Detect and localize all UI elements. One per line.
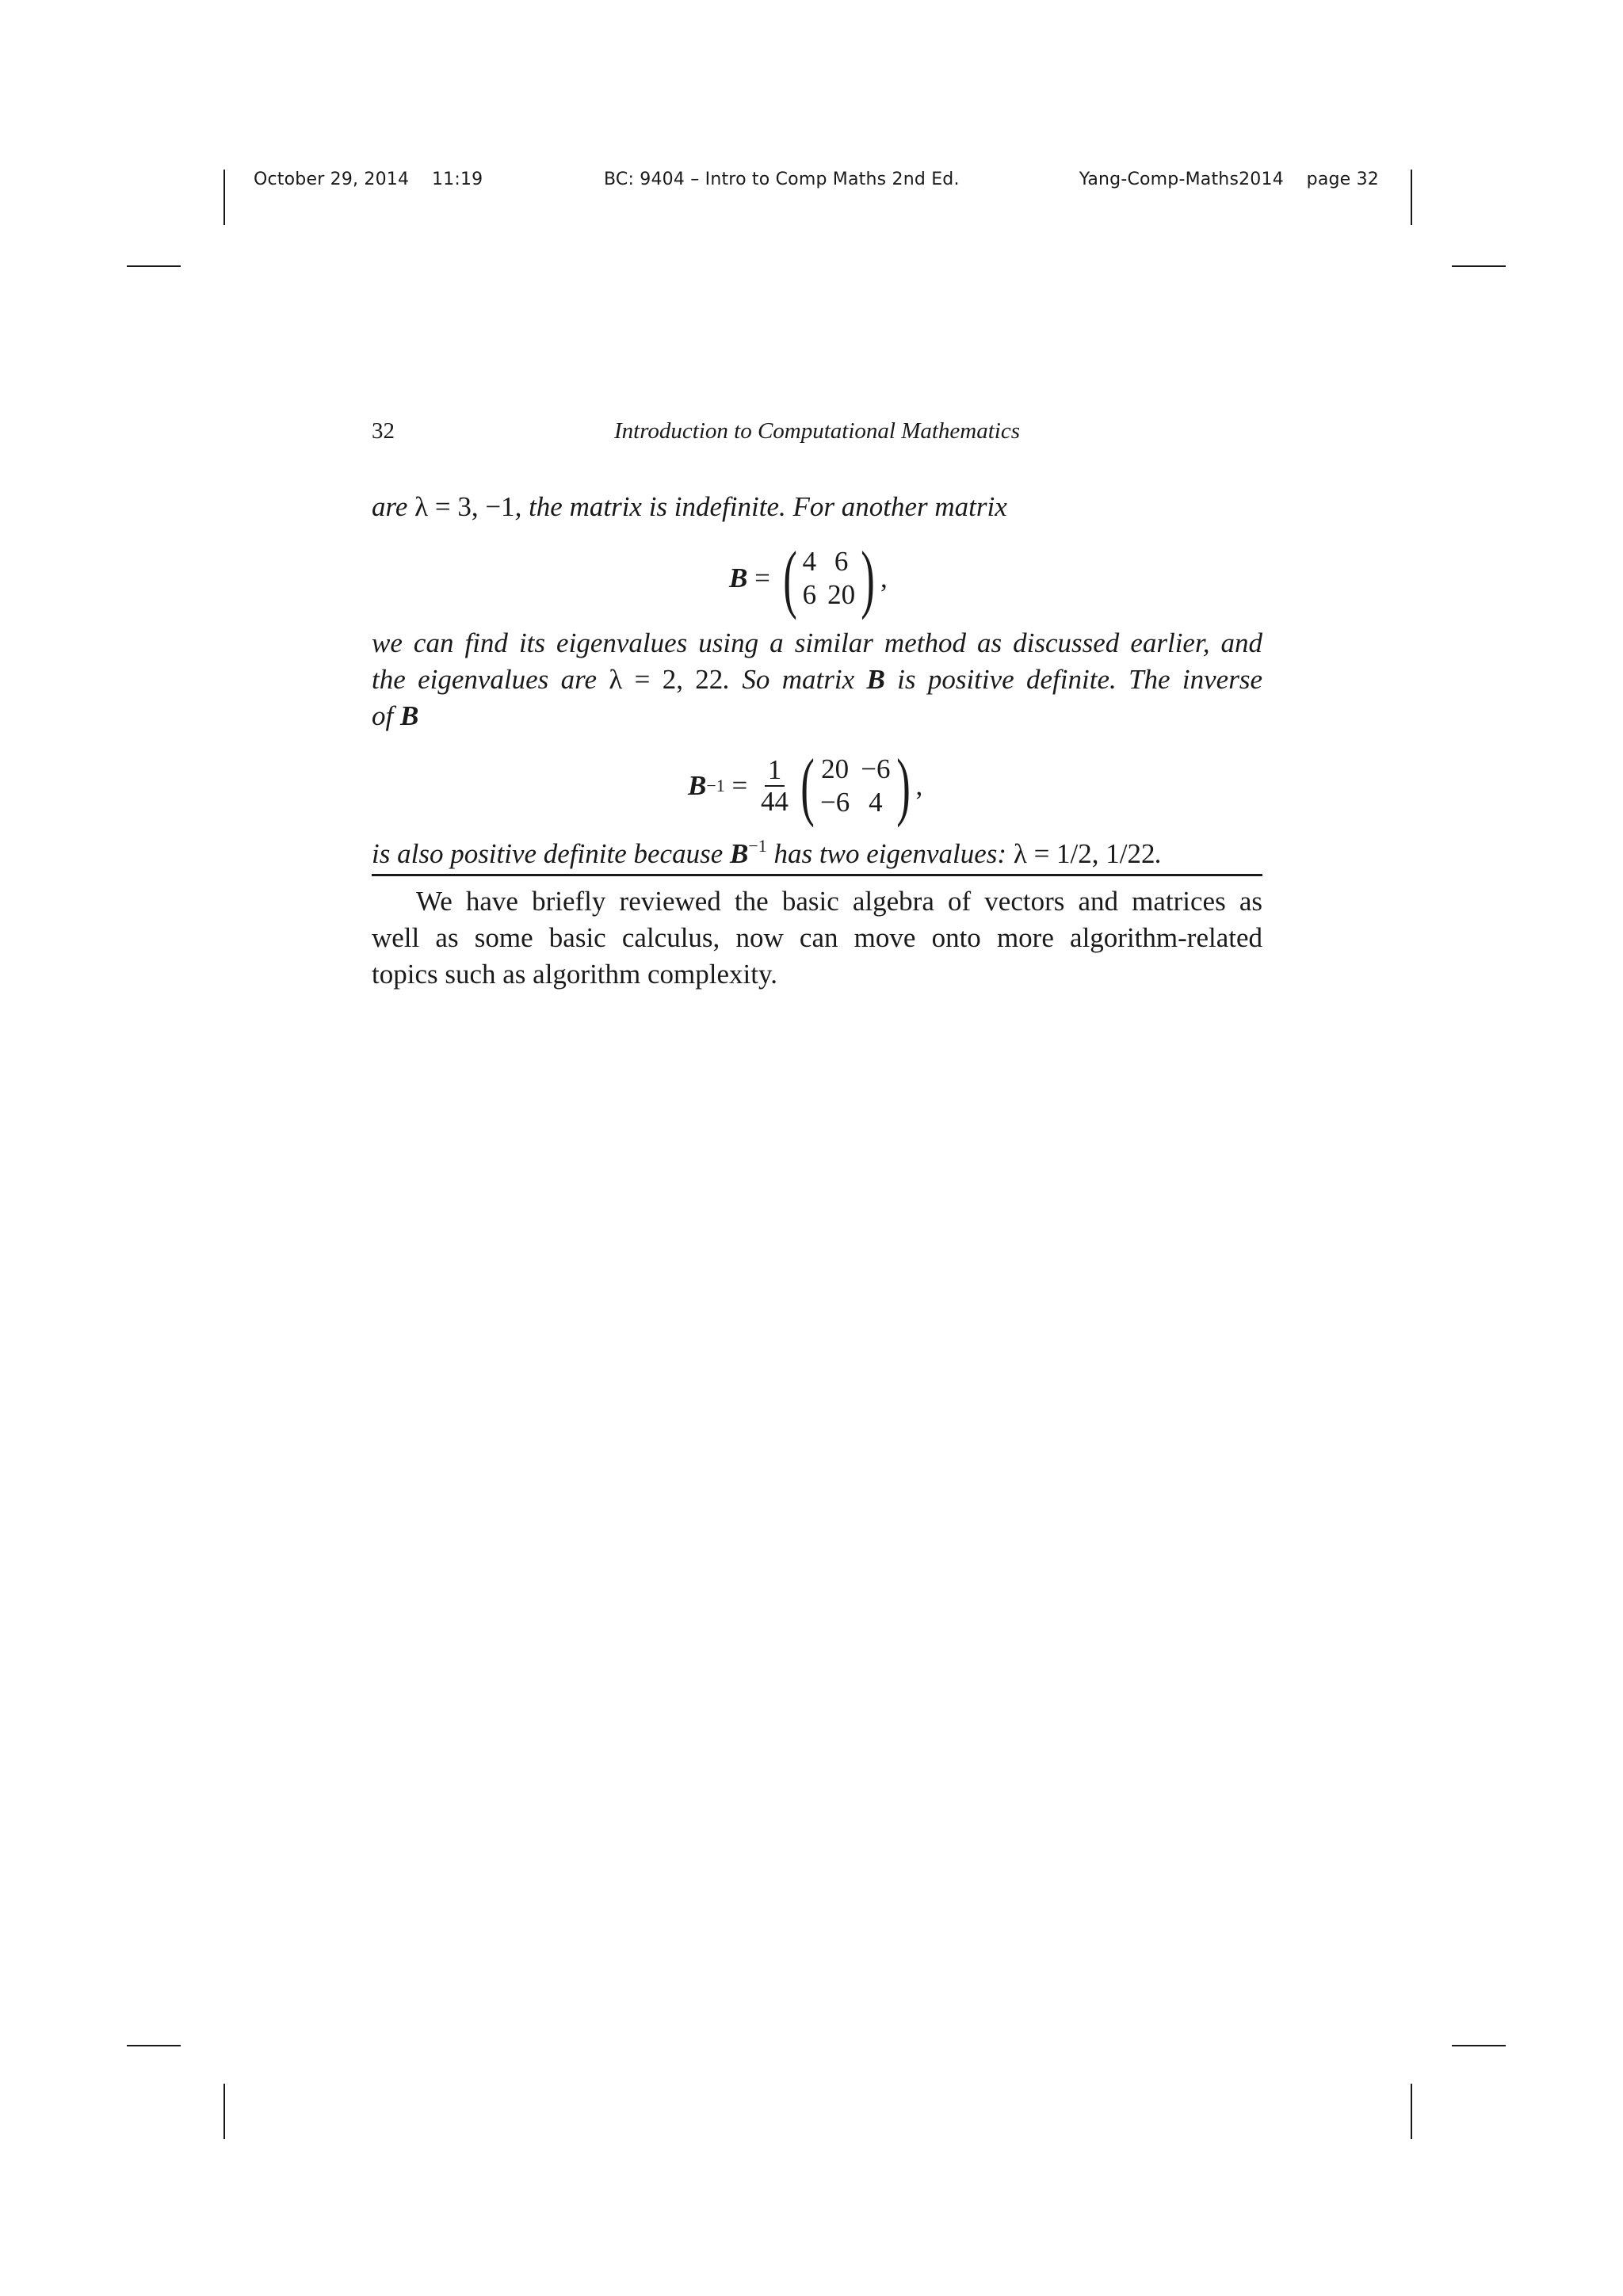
- proof-file-page: Yang-Comp-Maths2014 page 32: [1079, 170, 1379, 189]
- crop-mark-bottom-left: [223, 2084, 225, 2139]
- text-fragment: has two eigenvalues:: [766, 838, 1014, 869]
- matrix-entry: 4: [802, 546, 817, 577]
- text-fragment: are: [372, 491, 415, 522]
- text-fragment: the eigenvalues are: [372, 664, 609, 695]
- text-fragment: we can find its eigenvalues using a similar method as discussed earlier, and: [372, 627, 1262, 658]
- math-inline: λ = 3, −1: [414, 491, 515, 522]
- right-paren: ): [896, 743, 911, 828]
- trailing-comma: ,: [880, 563, 888, 593]
- text-fragment: is also positive definite because: [372, 838, 730, 869]
- left-paren: (: [800, 743, 815, 828]
- proof-book-title: BC: 9404 – Intro to Comp Maths 2nd Ed.: [604, 170, 960, 189]
- text-fragment: . So matrix: [723, 664, 867, 695]
- matrix-symbol-B: B: [729, 563, 748, 593]
- crop-mark-top-left: [223, 170, 225, 225]
- matrix-symbol-B: B: [866, 664, 885, 695]
- crop-mark-bottom-right: [1411, 2084, 1412, 2139]
- section-rule: [372, 874, 1262, 876]
- paragraph-line-3: [372, 959, 777, 990]
- matrix-symbol-B: B: [399, 700, 419, 731]
- equation-inverse-B: B −1 = $\frac{1}{44}$ ( 20 −6 −6 4 ) ,: [688, 743, 923, 828]
- running-title: Introduction to Computational Mathematics: [613, 418, 1021, 444]
- math-inline: λ = 2, 22: [609, 664, 724, 695]
- trailing-comma: ,: [915, 770, 923, 801]
- body-line-4: [372, 700, 418, 732]
- text-fragment: topics such as algorithm complexity.: [372, 959, 777, 990]
- body-line-1: [372, 491, 1007, 523]
- matrix-B: [777, 536, 880, 620]
- proof-date-time: October 29, 2014 11:19: [254, 170, 483, 189]
- crop-mark-top-right: [1411, 170, 1412, 225]
- matrix-entry: 6: [834, 546, 849, 577]
- trim-mark-top-right: [1452, 265, 1506, 267]
- equals-sign: =: [724, 770, 755, 801]
- equals-sign: =: [747, 563, 777, 593]
- matrix-entry: −6: [820, 787, 850, 818]
- matrix-B-inverse-entries: [820, 753, 891, 818]
- paragraph-line-1: [372, 886, 1262, 917]
- proof-header: [254, 170, 1379, 193]
- text-fragment: We have briefly reviewed the basic algebra of vectors and matrices as: [416, 886, 1262, 917]
- right-paren: ): [861, 536, 875, 620]
- fraction-numerator: 1: [765, 755, 785, 787]
- trim-mark-bottom-right: [1452, 2045, 1506, 2046]
- matrix-entry: −6: [861, 753, 891, 784]
- trim-mark-top-left: [127, 265, 181, 267]
- trim-mark-bottom-left: [127, 2045, 181, 2046]
- matrix-B-entries: [803, 546, 856, 611]
- equation-matrix-B: [729, 536, 888, 620]
- fraction-denominator: 44: [761, 786, 789, 817]
- math-inline: λ = 1/2, 1/22: [1013, 838, 1155, 869]
- superscript: −1: [748, 836, 767, 856]
- running-head: [372, 418, 1262, 450]
- matrix-symbol-B: B: [688, 770, 707, 801]
- matrix-entry: 4: [869, 787, 883, 818]
- matrix-entry: 20: [821, 753, 850, 784]
- matrix-entry: 20: [827, 579, 856, 610]
- text-fragment: , the matrix is indefinite. For another matrix: [514, 491, 1007, 522]
- body-line-3: [372, 664, 1262, 696]
- left-paren: (: [782, 536, 797, 620]
- body-line-2: [372, 627, 1262, 659]
- body-line-5: [372, 838, 1162, 870]
- matrix-symbol-B: B: [730, 838, 749, 869]
- text-fragment: is positive definite. The inverse: [884, 664, 1262, 695]
- page-number: 32: [372, 418, 395, 444]
- fraction: [758, 755, 792, 817]
- paragraph-line-2: [372, 922, 1262, 954]
- matrix-entry: 6: [802, 579, 817, 610]
- text-fragment: well as some basic calculus, now can move onto more algorithm-related: [372, 922, 1262, 953]
- text-fragment: of: [372, 700, 400, 731]
- text-fragment: .: [1155, 838, 1163, 869]
